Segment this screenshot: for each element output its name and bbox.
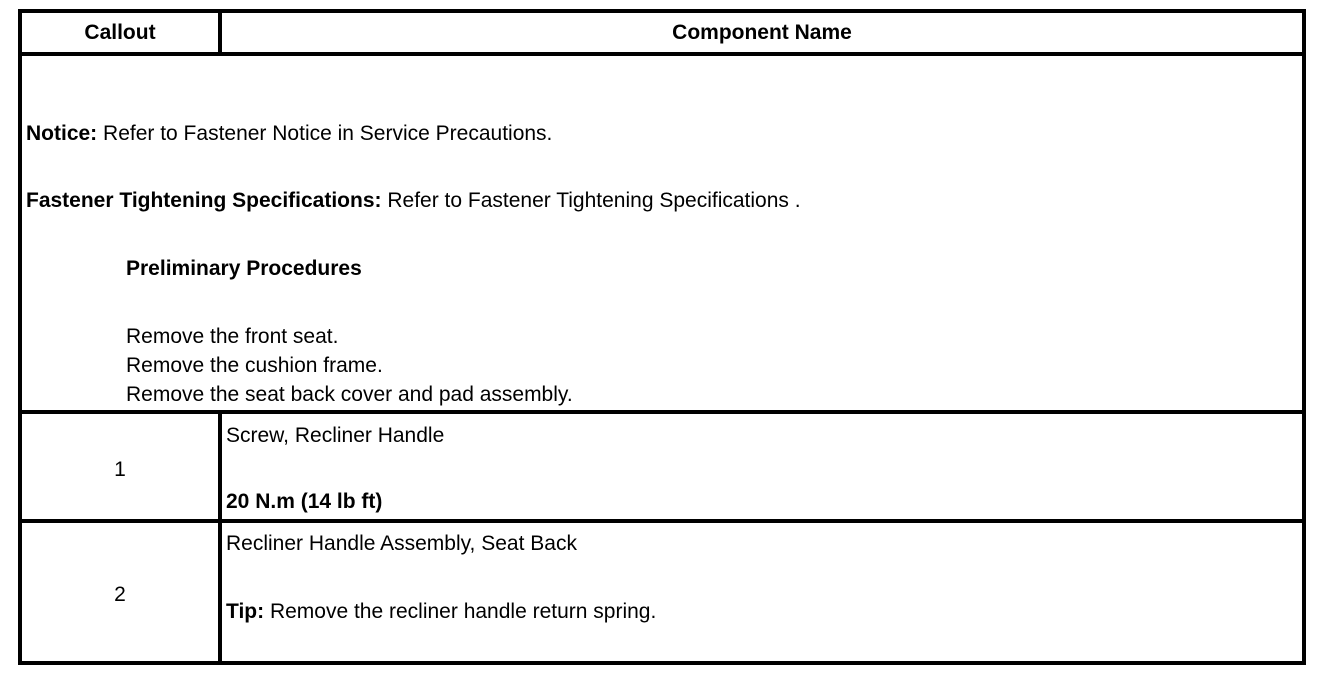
row2-divider (218, 523, 222, 665)
component-name: Screw, Recliner Handle (226, 424, 445, 447)
notice-line (26, 122, 552, 146)
spec-text: Refer to Fastener Tightening Specifications . (381, 189, 801, 212)
step-item: Remove the front seat. (126, 325, 339, 348)
tip-label: Tip: (226, 600, 265, 623)
row1-rule (22, 519, 1302, 523)
tip-text: Remove the recliner handle return spring. (264, 600, 657, 623)
tip-line (226, 600, 656, 624)
torque-spec: 20 N.m (14 lb ft) (226, 490, 383, 513)
spec-label: Fastener Tightening Specifications: (26, 189, 382, 212)
header-rule (22, 52, 1302, 56)
notice-label: Notice: (26, 122, 98, 145)
row1-divider (218, 414, 222, 520)
component-name: Recliner Handle Assembly, Seat Back (226, 532, 577, 555)
preliminary-heading: Preliminary Procedures (126, 257, 362, 280)
callout-number: 2 (114, 583, 126, 606)
header-divider (218, 13, 222, 52)
header-component-name: Component Name (672, 20, 852, 44)
step-item: Remove the cushion frame. (126, 354, 383, 377)
component-table (18, 9, 1306, 665)
intro-rule (22, 410, 1302, 414)
spec-line (26, 189, 801, 213)
notice-text: Refer to Fastener Notice in Service Precautions. (97, 122, 553, 145)
callout-number: 1 (114, 458, 126, 481)
header-callout: Callout (84, 20, 156, 44)
step-item: Remove the seat back cover and pad assembly. (126, 383, 573, 406)
